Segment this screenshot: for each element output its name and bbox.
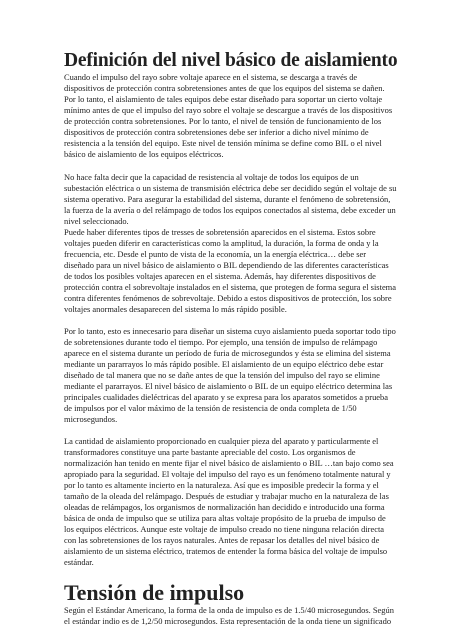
paragraph-1: Cuando el impulso del rayo sobre voltaje aparece en el sistema, se descarga a través de dispositivos de protección contra sobretensiones antes de que los equipos del sistema se dañen. Por lo tanto, el aislamiento de tales equipos debe estar diseñado para soportar un cierto voltaje mínimo antes de que el impulso del rayo sobre el voltaje se descargue a través de los dispositivos de protección contra sobretensiones. Por lo tanto, el nivel de tensión de funcionamiento de los dispositivos de protección contra sobretensiones debe ser inferior a dicho nivel mínimo de resistencia a la tensión del equipo. Este nivel de tensión mínima se define como BIL o el nivel básico de aislamiento de los equipos eléctricos. — [64, 72, 393, 159]
section-heading: Tensión de impulso — [64, 580, 245, 605]
paragraph-2: No hace falta decir que la capacidad de resistencia al voltaje de todos los equipos de un subestación eléctrica o un sistema de transmisión eléctrica debe ser decidido según el voltaje de su sistema operativo. Para asegurar la estabilidad del sistema, durante el fenómeno de sobretensión, la fuerza de la avería o del relámpago de todos los equipos conectados al sistema, debe exceder un nivel seleccionado. Puede haber diferentes tipos de tresses de sobretensión aparecidos en el sistema. Estos sobre voltajes pueden diferir en características como la amplitud, la duración, la forma de onda y la frecuencia, etc. Desde el punto de vista de la economía, un la energía eléctrica… debe ser diseñado para un nivel básico de aislamiento o BIL dependiendo de las diferentes características de todos los posibles voltajes aparecen en el sistema. Además, hay diferentes dispositivos de protección contra el sobrevoltaje instalados en el sistema, que protegen de forma segura el sistema contra diferentes fenómenos de sobrevoltaje. Debido a estos dispositivos de protección, los sobre voltajes anormales desaparecen del sistema lo más rápido posible. — [64, 172, 397, 314]
paragraph-4: La cantidad de aislamiento proporcionado en cualquier pieza del aparato y particularmente el transformadores constituye una parte bastante apreciable del costo. Los organismos de normalización han tenido en mente fijar el nivel básico de aislamiento o BIL …tan bajo como sea apropiado para la seguridad. El voltaje del impulso del rayo es un fenómeno totalmente natural y por lo tanto es altamente incierto en la naturaleza. Así que es imposible predecir la forma y el tamaño de la oleada del relámpago. Después de estudiar y trabajar mucho en la naturaleza de las oleadas de relámpagos, los organismos de normalización han decidido e introducido una forma básica de onda de impulso que se utiliza para altas voltaje propósito de la prueba de impulso de los equipos eléctricos. Aunque este voltaje de impulso creado no tiene ninguna relación directa con las sobretensiones de los rayos naturales. Antes de repasar los detalles del nivel básico de aislamiento de un sistema eléctrico, tratemos de entender la forma básica del voltaje de impulso estándar. — [64, 436, 394, 567]
paragraph-5: Según el Estándar Americano, la forma de la onda de impulso es de 1.5/40 microsegundos. Según el estándar indio es de 1,2/50 microsegundos. Esta representación de la onda tiene un significado — [64, 605, 394, 626]
document-page — [64, 50, 397, 627]
document-title: Definición del nivel básico de aislamiento — [64, 50, 398, 71]
paragraph-3: Por lo tanto, esto es innecesario para diseñar un sistema cuyo aislamiento pueda soportar todo tipo de sobretensiones durante todo el tiempo. Por ejemplo, una tensión de impulso de relámpago aparece en el sistema durante un período de furia de microsegundos y ésta se elimina del sistema mediante un pararrayos lo más rápido posible. El aislamiento de un equipo eléctrico debe estar diseñado de tal manera que no se dañe antes de que la tensión del impulso del rayo se elimine mediante el pararrayos. El nivel básico de aislamiento o BIL de un equipo eléctrico determina las principales cualidades dieléctricas del aparato y se expresa para los aparatos sometidos a prueba de impulsos por el valor máximo de la tensión de resistencia de onda completa de 1/50 microsegundos. — [64, 326, 396, 424]
